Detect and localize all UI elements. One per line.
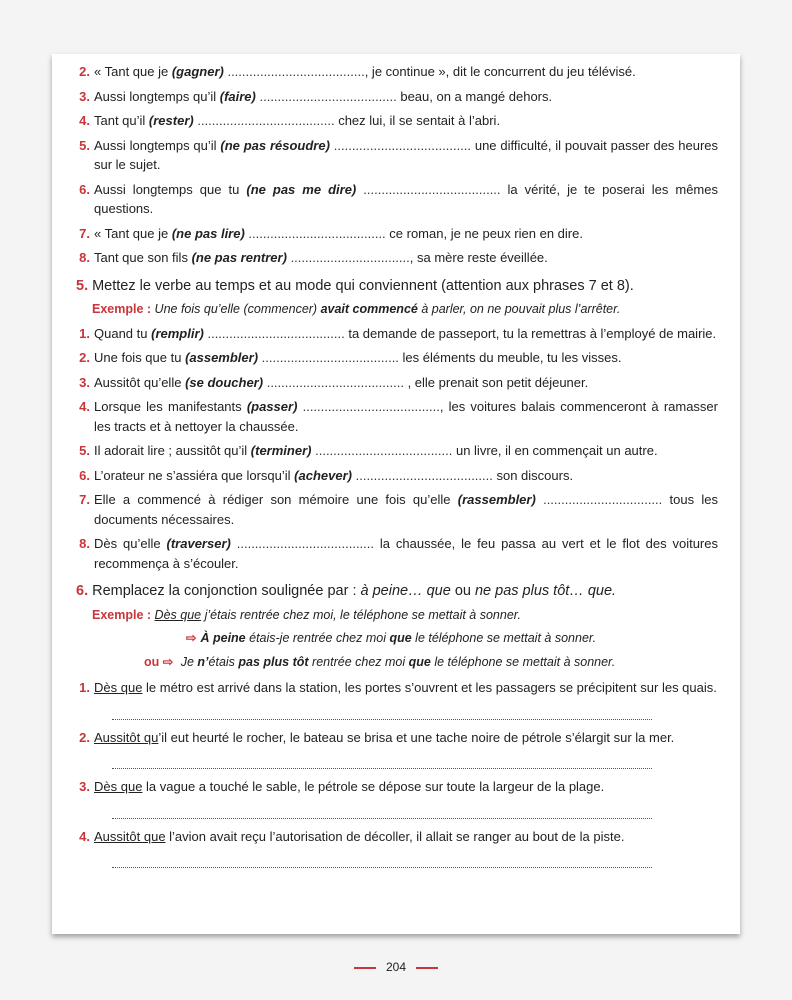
list-item: 2. Aussitôt qu’il eut heurté le rocher, le bateau se brisa et une tache noire de pétrole s’élargit sur la mer. bbox=[79, 729, 675, 745]
list-item: 8. Dès qu’elle (traverser) ...................................... la chaussée, le feu passa au vert et le flot des voitures recommença à s’écouler. bbox=[79, 536, 718, 571]
exercise-6-heading: 6. Remplacez la conjonction soulignée par : à peine… que ou ne pas plus tôt… que. bbox=[76, 583, 617, 599]
list-item: 3. Aussitôt qu’elle (se doucher) ...................................... , elle prenait son petit déjeuner. bbox=[79, 374, 589, 390]
list-item: 5. Il adorait lire ; aussitôt qu’il (terminer) ...................................... un livre, il en commençait un autre. bbox=[79, 443, 658, 458]
list-item: 6. L’orateur ne s’assiéra que lorsqu’il (achever) ...................................... son discours. bbox=[79, 467, 574, 483]
list-item: 4. Tant qu’il (rester) ...................................... chez lui, il se sentait à l’abri. bbox=[79, 113, 501, 128]
list-item: 1. Quand tu (remplir) ...................................... ta demande de passeport, tu la remettras à l’employé de mairie. bbox=[79, 325, 717, 341]
exercise-6-example: Exemple : Dès que j’étais rentrée chez moi, le téléphone se mettait à sonner. bbox=[92, 607, 521, 622]
list-item: 4. Lorsque les manifestants (passer) ......................................, les voitures balais commenceront à ramasser les tracts et à nettoyer la chaussée. bbox=[79, 399, 718, 434]
list-item: 3. Aussi longtemps qu’il (faire) ...................................... beau, on a mangé dehors. bbox=[79, 88, 553, 104]
page-number: 204 bbox=[385, 960, 407, 974]
list-item: 2. Une fois que tu (assembler) ...................................... les éléments du meuble, tu les visses. bbox=[79, 350, 622, 365]
page-footer bbox=[0, 960, 792, 974]
list-item: 1. Dès que le métro est arrivé dans la station, les portes s’ouvrent et les passagers se précipitent sur les quais. bbox=[79, 680, 717, 695]
exercise-6-list bbox=[76, 678, 718, 868]
exercise-5-example: Exemple : Une fois qu’elle (commencer) avait commencé à parler, on ne pouvait plus l’arrêter. bbox=[92, 302, 621, 316]
answer-line[interactable] bbox=[112, 802, 652, 819]
answer-line[interactable] bbox=[112, 752, 652, 769]
list-item: 5. Aussi longtemps qu’il (ne pas résoudre) ...................................... une difficulté, il pouvait passer des heures sur le sujet. bbox=[79, 137, 719, 172]
exercise-6-example-variant-1: ⇨ À peine étais-je rentrée chez moi que le téléphone se mettait à sonner. bbox=[186, 631, 597, 645]
arrow-right-icon: ⇨ bbox=[186, 631, 197, 645]
list-item: 3. Dès que la vague a touché le sable, le pétrole se dépose sur toute la largeur de la plage. bbox=[79, 779, 605, 794]
list-item: 6. Aussi longtemps que tu (ne pas me dire) ...................................... la vérité, je te poserai les mêmes questions. bbox=[79, 181, 718, 216]
list-item: 7. « Tant que je (ne pas lire) ...................................... ce roman, je ne peux rien en dire. bbox=[79, 225, 583, 241]
answer-line[interactable] bbox=[112, 851, 652, 868]
exercise-6-example-variant-2: ou ⇨ Je n’étais pas plus tôt rentrée chez moi que le téléphone se mettait à sonner. bbox=[144, 654, 616, 669]
footer-rule-left bbox=[354, 967, 376, 969]
exercise-5-list bbox=[76, 324, 718, 574]
exercise-4-list bbox=[76, 62, 718, 268]
list-item: 4. Aussitôt que l’avion avait reçu l’autorisation de décoller, il allait se ranger au bout de la piste. bbox=[79, 828, 625, 844]
worksheet-page bbox=[52, 54, 740, 934]
footer-rule-right bbox=[416, 967, 438, 969]
list-item: 7. Elle a commencé à rédiger son mémoire une fois qu’elle (rassembler) ................................. tous les documents nécessaires. bbox=[79, 492, 718, 527]
list-item: 2. « Tant que je (gagner) ......................................, je continue », dit le concurrent du jeu télévisé. bbox=[79, 64, 636, 79]
list-item: 8. Tant que son fils (ne pas rentrer) ................................., sa mère reste éveillée. bbox=[79, 250, 548, 265]
arrow-right-icon: ⇨ bbox=[162, 654, 174, 669]
answer-line[interactable] bbox=[112, 703, 652, 720]
exercise-5-heading: 5. Mettez le verbe au temps et au mode qui conviennent (attention aux phrases 7 et 8). bbox=[76, 277, 634, 294]
